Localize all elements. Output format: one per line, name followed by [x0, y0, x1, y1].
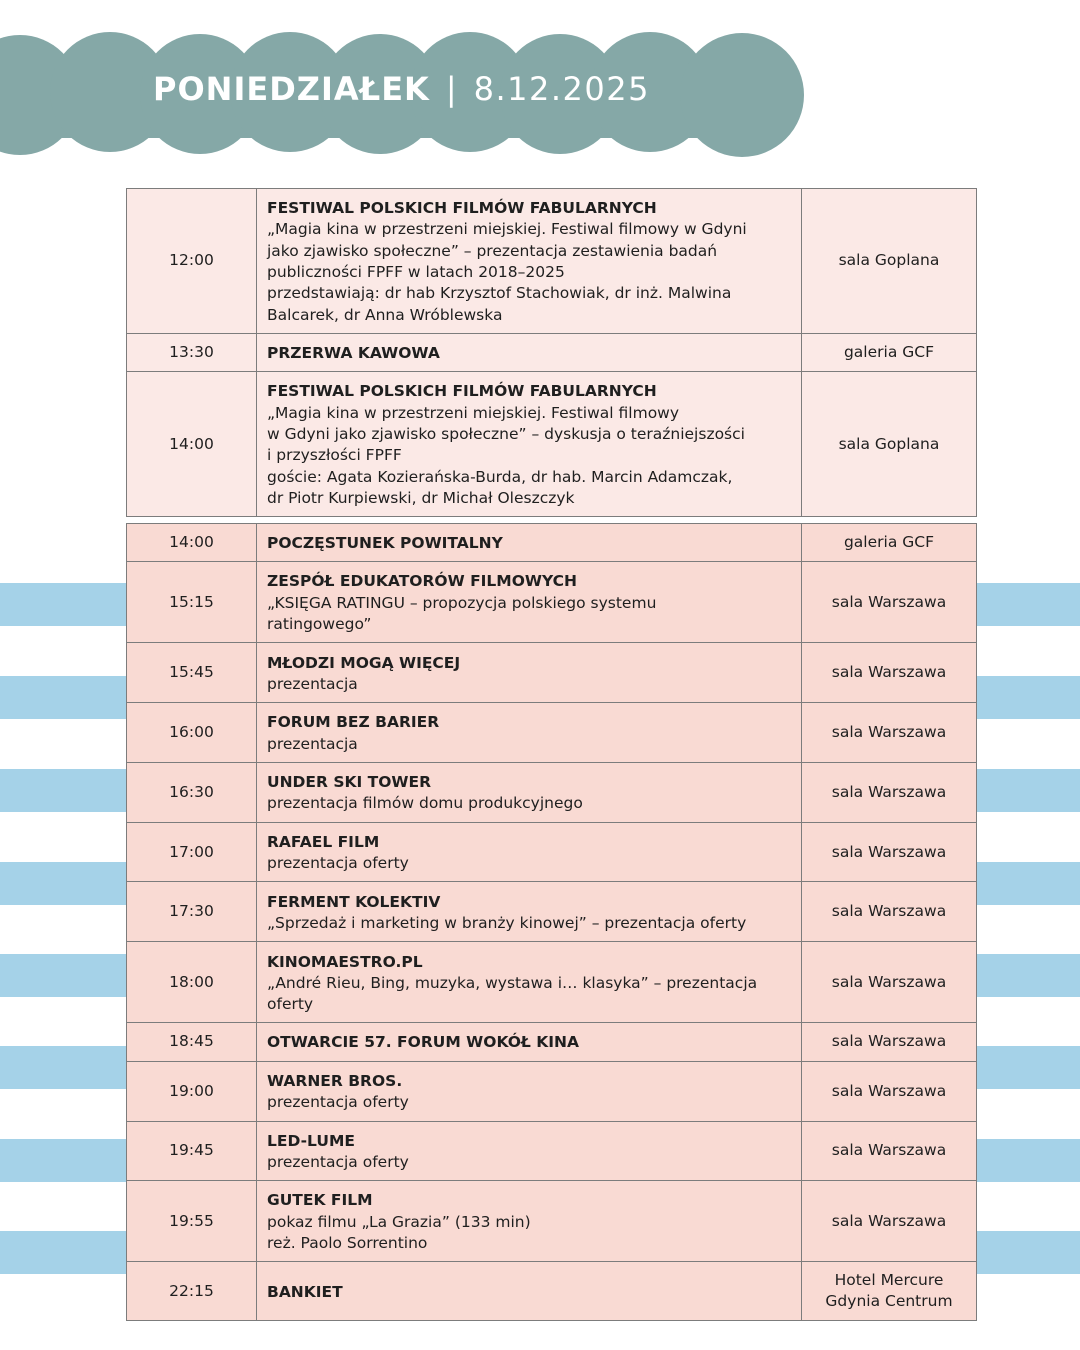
event-detail-line: w Gdyni jako zjawisko społeczne” – dyskusja o teraźniejszości — [267, 425, 745, 443]
event-detail-line: prezentacja — [267, 674, 358, 693]
schedule-table-block1 — [126, 188, 977, 517]
event-title: WARNER BROS. — [267, 1071, 403, 1090]
event-detail-line: dr Piotr Kurpiewski, dr Michał Oleszczyk — [267, 488, 575, 507]
event-room: galeria GCF — [802, 334, 977, 372]
event-room: sala Warszawa — [802, 643, 977, 703]
event-detail-line: i przyszłości FPFF — [267, 446, 402, 465]
event-time: 15:45 — [127, 643, 257, 703]
day-label: PONIEDZIAŁEK — [153, 70, 430, 108]
event-detail-line: reż. Paolo Sorrentino — [267, 1234, 428, 1253]
event-time: 14:00 — [127, 372, 257, 517]
event-detail-line: „Magia kina w przestrzeni miejskiej. Festiwal filmowy w Gdyni — [267, 220, 747, 239]
event-description — [257, 1181, 802, 1262]
event-room: sala Warszawa — [802, 1181, 977, 1262]
event-room: sala Goplana — [802, 189, 977, 334]
schedule-table-block2 — [126, 523, 977, 1321]
event-description — [257, 882, 802, 942]
event-title: ZESPÓŁ EDUKATORÓW FILMOWYCH — [267, 572, 578, 591]
table-row — [127, 524, 977, 562]
event-detail-line: pokaz filmu „La Grazia” (133 min) — [267, 1212, 531, 1231]
event-description — [257, 1121, 802, 1181]
event-time: 17:30 — [127, 882, 257, 942]
event-description — [257, 1023, 802, 1061]
table-row — [127, 882, 977, 942]
event-room: sala Warszawa — [802, 1061, 977, 1121]
event-detail-line: prezentacja filmów domu produkcyjnego — [267, 794, 583, 813]
event-time: 19:00 — [127, 1061, 257, 1121]
event-title: FORUM BEZ BARIER — [267, 713, 440, 732]
event-description — [257, 1262, 802, 1321]
event-detail-line: prezentacja oferty — [267, 854, 409, 873]
event-description — [257, 822, 802, 882]
event-description — [257, 942, 802, 1023]
event-time: 14:00 — [127, 524, 257, 562]
event-title: PRZERWA KAWOWA — [267, 344, 440, 362]
header-banner — [0, 0, 810, 160]
event-detail-line: prezentacja oferty — [267, 1093, 409, 1112]
event-title: RAFAEL FILM — [267, 832, 380, 851]
event-time: 18:00 — [127, 942, 257, 1023]
event-title: POCZĘSTUNEK POWITALNY — [267, 534, 503, 552]
event-description — [257, 1061, 802, 1121]
event-title: BANKIET — [267, 1282, 343, 1301]
table-row — [127, 1061, 977, 1121]
event-detail-line: „KSIĘGA RATINGU – propozycja polskiego systemu — [267, 593, 657, 612]
event-title: FESTIWAL POLSKICH FILMÓW FABULARNYCH — [267, 382, 657, 401]
event-time: 19:45 — [127, 1121, 257, 1181]
page-title — [153, 70, 650, 108]
event-detail-line: ratingowego” — [267, 614, 372, 633]
event-detail-line: prezentacja oferty — [267, 1153, 409, 1172]
table-row — [127, 1181, 977, 1262]
event-description — [257, 372, 802, 517]
event-room: sala Warszawa — [802, 942, 977, 1023]
event-time: 12:00 — [127, 189, 257, 334]
event-detail-line: przedstawiają: dr hab Krzysztof Stachowiak, dr inż. Malwina — [267, 284, 732, 303]
event-room: sala Warszawa — [802, 562, 977, 643]
table-row — [127, 1121, 977, 1181]
event-room: Hotel Mercure Gdynia Centrum — [802, 1262, 977, 1321]
event-time: 22:15 — [127, 1262, 257, 1321]
event-time: 16:00 — [127, 703, 257, 763]
event-room: sala Warszawa — [802, 882, 977, 942]
event-detail-line: oferty — [267, 995, 314, 1014]
table-row — [127, 643, 977, 703]
event-detail-line: prezentacja — [267, 734, 358, 753]
event-title: FESTIWAL POLSKICH FILMÓW FABULARNYCH — [267, 199, 657, 218]
event-description — [257, 643, 802, 703]
event-room: sala Warszawa — [802, 1023, 977, 1061]
event-detail-line: „Sprzedaż i marketing w branży kinowej” – prezentacja oferty — [267, 913, 747, 932]
event-time: 19:55 — [127, 1181, 257, 1262]
event-time: 13:30 — [127, 334, 257, 372]
event-title: KINOMAESTRO.PL — [267, 952, 423, 971]
event-title: GUTEK FILM — [267, 1191, 373, 1210]
event-title: UNDER SKI TOWER — [267, 773, 432, 792]
event-title: OTWARCIE 57. FORUM WOKÓŁ KINA — [267, 1033, 580, 1052]
table-row — [127, 762, 977, 822]
event-time: 17:00 — [127, 822, 257, 882]
event-detail-line: Balcarek, dr Anna Wróblewska — [267, 305, 503, 324]
event-description — [257, 189, 802, 334]
event-detail-line: goście: Agata Kozierańska-Burda, dr hab. Marcin Adamczak, — [267, 467, 733, 486]
event-detail-line: publiczności FPFF w latach 2018–2025 — [267, 263, 565, 281]
event-room: galeria GCF — [802, 524, 977, 562]
date-label: 8.12.2025 — [473, 70, 650, 108]
event-title: FERMENT KOLEKTIV — [267, 892, 441, 911]
event-description — [257, 562, 802, 643]
table-row — [127, 822, 977, 882]
table-row — [127, 189, 977, 334]
event-description — [257, 762, 802, 822]
event-room: sala Warszawa — [802, 1121, 977, 1181]
table-row — [127, 1023, 977, 1061]
event-detail-line: „Magia kina w przestrzeni miejskiej. Festiwal filmowy — [267, 403, 680, 422]
table-row — [127, 562, 977, 643]
event-time: 16:30 — [127, 762, 257, 822]
event-detail-line: „André Rieu, Bing, muzyka, wystawa i… klasyka” – prezentacja — [267, 973, 758, 992]
event-description — [257, 334, 802, 372]
event-title: MŁODZI MOGĄ WIĘCEJ — [267, 653, 461, 672]
title-separator: | — [445, 70, 458, 108]
event-title: LED-LUME — [267, 1131, 355, 1150]
table-row — [127, 334, 977, 372]
event-detail-line: jako zjawisko społeczne” – prezentacja zestawienia badań — [267, 241, 718, 260]
table-row — [127, 703, 977, 763]
event-room: sala Warszawa — [802, 762, 977, 822]
event-room: sala Goplana — [802, 372, 977, 517]
table-row — [127, 372, 977, 517]
event-room: sala Warszawa — [802, 703, 977, 763]
table-row — [127, 1262, 977, 1321]
event-room: sala Warszawa — [802, 822, 977, 882]
table-row — [127, 942, 977, 1023]
event-description — [257, 524, 802, 562]
event-time: 15:15 — [127, 562, 257, 643]
event-time: 18:45 — [127, 1023, 257, 1061]
event-description — [257, 703, 802, 763]
